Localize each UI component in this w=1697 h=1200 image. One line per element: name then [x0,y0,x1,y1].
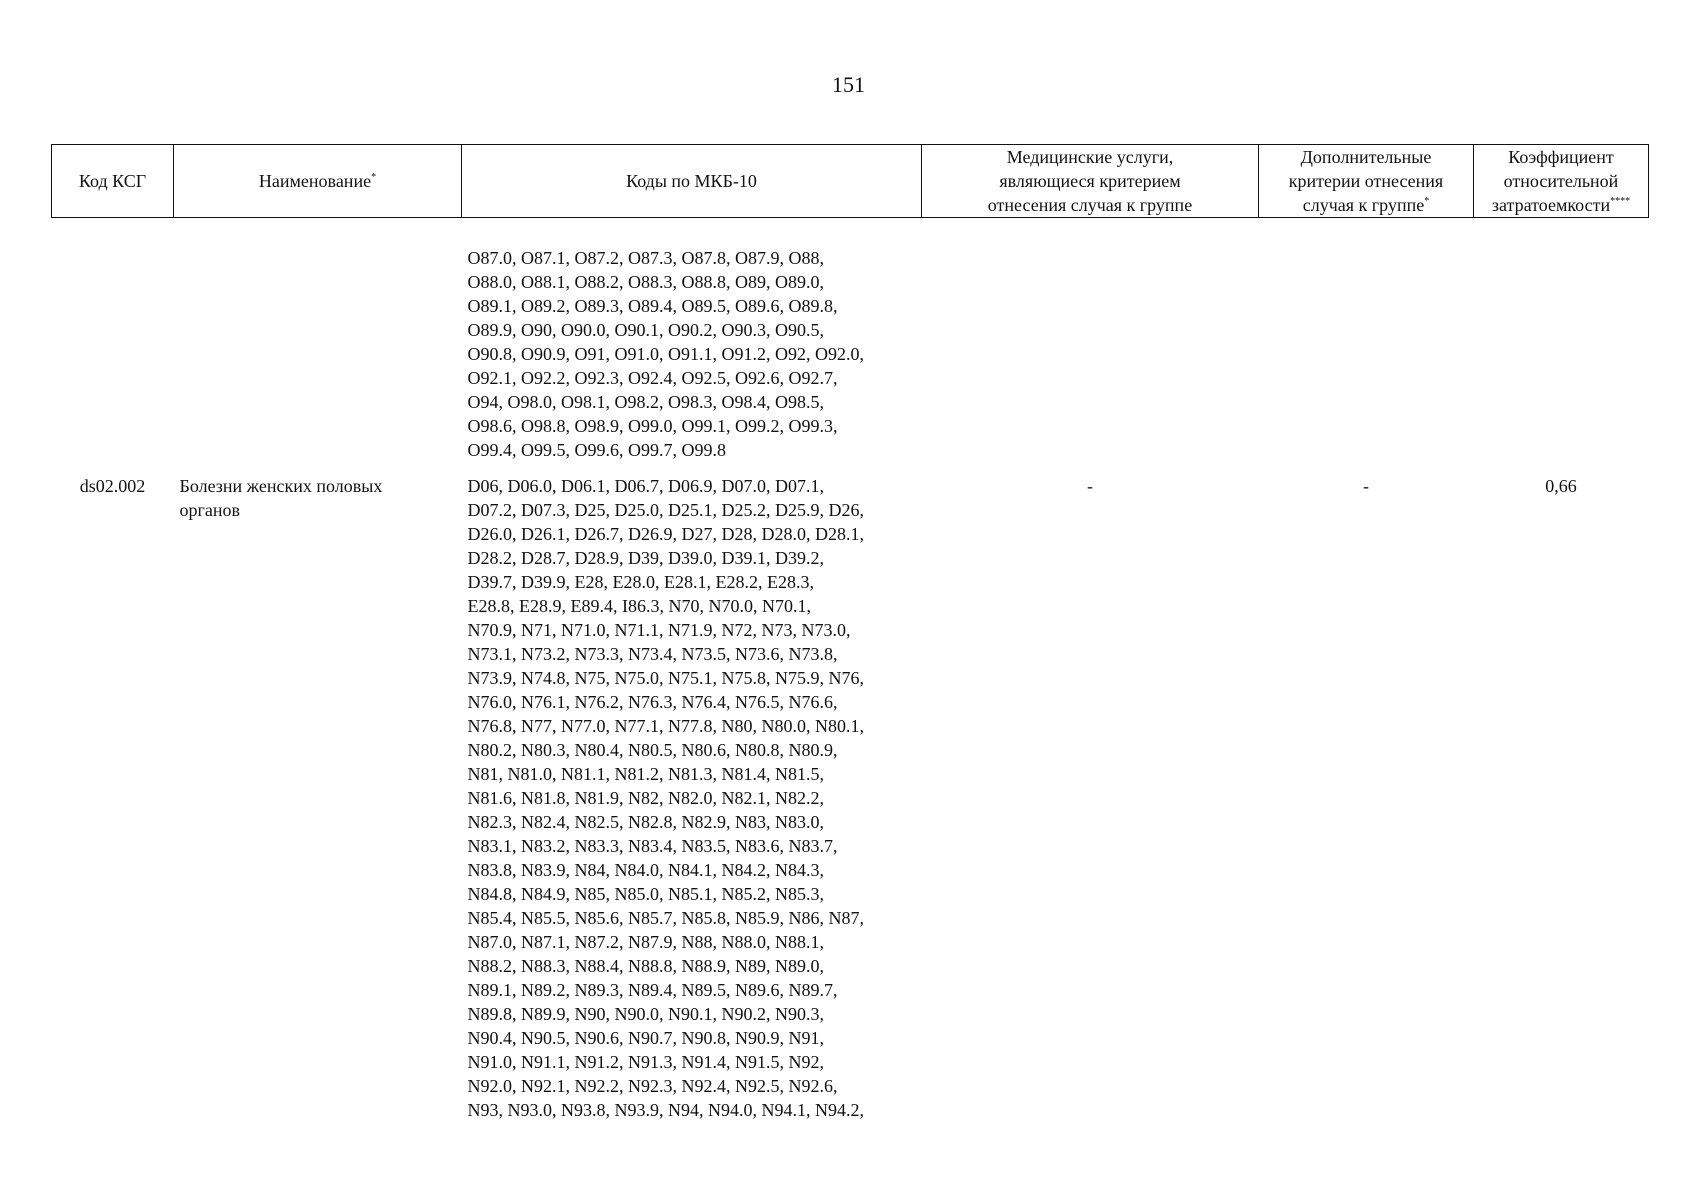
icd-code-line: N91.0, N91.1, N91.2, N91.3, N91.4, N91.5, N92, [467,1052,824,1072]
header-cost-coefficient: Коэффициент относительной затратоемкости**** [1474,145,1649,218]
icd-code-line: N73.1, N73.2, N73.3, N73.4, N73.5, N73.6, N73.8, [467,644,838,664]
icd-code-line: D28.2, D28.7, D28.9, D39, D39.0, D39.1, D39.2, [467,548,824,568]
icd-codes-list [462,474,922,1122]
icd-code-line: N92.0, N92.1, N92.2, N92.3, N92.4, N92.5, N92.6, [467,1076,838,1096]
additional-criteria-value: - [1363,476,1369,496]
footnote-mark: * [1424,196,1430,207]
icd-code-line: O98.6, O98.8, O98.9, O99.0, O99.1, O99.2, O99.3, [467,416,838,436]
icd-code-line: N87.0, N87.1, N87.2, N87.9, N88, N88.0, N88.1, [467,932,824,952]
icd-code-line: N90.4, N90.5, N90.6, N90.7, N90.8, N90.9, N91, [467,1028,824,1048]
icd-code-line: O87.0, O87.1, O87.2, O87.3, O87.8, O87.9, O88, [467,248,824,268]
icd-code-line: N84.8, N84.9, N85, N85.0, N85.1, N85.2, N85.3, [467,884,824,904]
icd-code-line: N82.3, N82.4, N82.5, N82.8, N82.9, N83, N83.0, [467,812,824,832]
ksg-name: Болезни женских половых органов [179,476,383,520]
page-number: 151 [832,72,865,97]
icd-code-line: D07.2, D07.3, D25, D25.0, D25.1, D25.2, D25.9, D26, [467,500,864,520]
cost-coefficient-value: 0,66 [1545,476,1577,496]
footnote-mark: **** [1610,196,1631,207]
icd-code-line: N76.8, N77, N77.0, N77.1, N77.8, N80, N80.0, N80.1, [467,716,864,736]
ksg-table [51,144,1649,1122]
icd-code-line: O90.8, O90.9, O91, O91.0, O91.1, O91.2, O92, O92.0, [467,344,864,364]
icd-code-line: O92.1, O92.2, O92.3, O92.4, O92.5, O92.6, O92.7, [467,368,838,388]
ksg-code: ds02.002 [79,476,146,496]
icd-code-line: O88.0, O88.1, O88.2, O88.3, O88.8, O89, O89.0, [467,272,824,292]
header-name: Наименование* [174,145,462,218]
icd-code-line: N81.6, N81.8, N81.9, N82, N82.0, N82.1, N82.2, [467,788,824,808]
header-ksg-code: Код КСГ [52,145,174,218]
icd-code-line: N93, N93.0, N93.8, N93.9, N94, N94.0, N94.1, N94.2, [467,1100,864,1120]
table-row-continued [52,246,1649,462]
icd-code-line: N83.1, N83.2, N83.3, N83.4, N83.5, N83.6, N83.7, [467,836,838,856]
table-row [52,474,1649,1122]
icd-code-line: N81, N81.0, N81.1, N81.2, N81.3, N81.4, N81.5, [467,764,824,784]
icd-code-line: O89.9, O90, O90.0, O90.1, O90.2, O90.3, O90.5, [467,320,824,340]
icd-code-line: N76.0, N76.1, N76.2, N76.3, N76.4, N76.5, N76.6, [467,692,838,712]
icd-code-line: O94, O98.0, O98.1, O98.2, O98.3, O98.4, O98.5, [467,392,824,412]
header-additional-criteria: Дополнительные критерии отнесения случая к группе* [1259,145,1474,218]
header-icd10-codes: Коды по МКБ-10 [462,145,922,218]
icd-code-line: N73.9, N74.8, N75, N75.0, N75.1, N75.8, N75.9, N76, [467,668,864,688]
table-header-row [52,145,1649,218]
icd-code-line: N70.9, N71, N71.0, N71.1, N71.9, N72, N73, N73.0, [467,620,851,640]
header-medical-services: Медицинские услуги, являющиеся критерием отнесения случая к группе [922,145,1259,218]
icd-code-line: D39.7, D39.9, E28, E28.0, E28.1, E28.2, E28.3, [467,572,814,592]
icd-code-line: O99.4, O99.5, O99.6, O99.7, O99.8 [467,440,726,460]
footnote-mark: * [371,172,377,183]
medical-services-value: - [1087,476,1093,496]
icd-code-line: N80.2, N80.3, N80.4, N80.5, N80.6, N80.8, N80.9, [467,740,838,760]
icd-code-line: D06, D06.0, D06.1, D06.7, D06.9, D07.0, D07.1, [467,476,824,496]
icd-code-line: E28.8, E28.9, E89.4, I86.3, N70, N70.0, N70.1, [467,596,811,616]
icd-code-line: D26.0, D26.1, D26.7, D26.9, D27, D28, D28.0, D28.1, [467,524,864,544]
icd-code-line: O89.1, O89.2, O89.3, O89.4, O89.5, O89.6, O89.8, [467,296,838,316]
icd-code-line: N85.4, N85.5, N85.6, N85.7, N85.8, N85.9, N86, N87, [467,908,864,928]
icd-code-line: N83.8, N83.9, N84, N84.0, N84.1, N84.2, N84.3, [467,860,824,880]
icd-code-line: N89.1, N89.2, N89.3, N89.4, N89.5, N89.6, N89.7, [467,980,838,1000]
icd-codes-list [462,246,922,462]
icd-code-line: N88.2, N88.3, N88.4, N88.8, N88.9, N89, N89.0, [467,956,824,976]
icd-code-line: N89.8, N89.9, N90, N90.0, N90.1, N90.2, N90.3, [467,1004,824,1024]
